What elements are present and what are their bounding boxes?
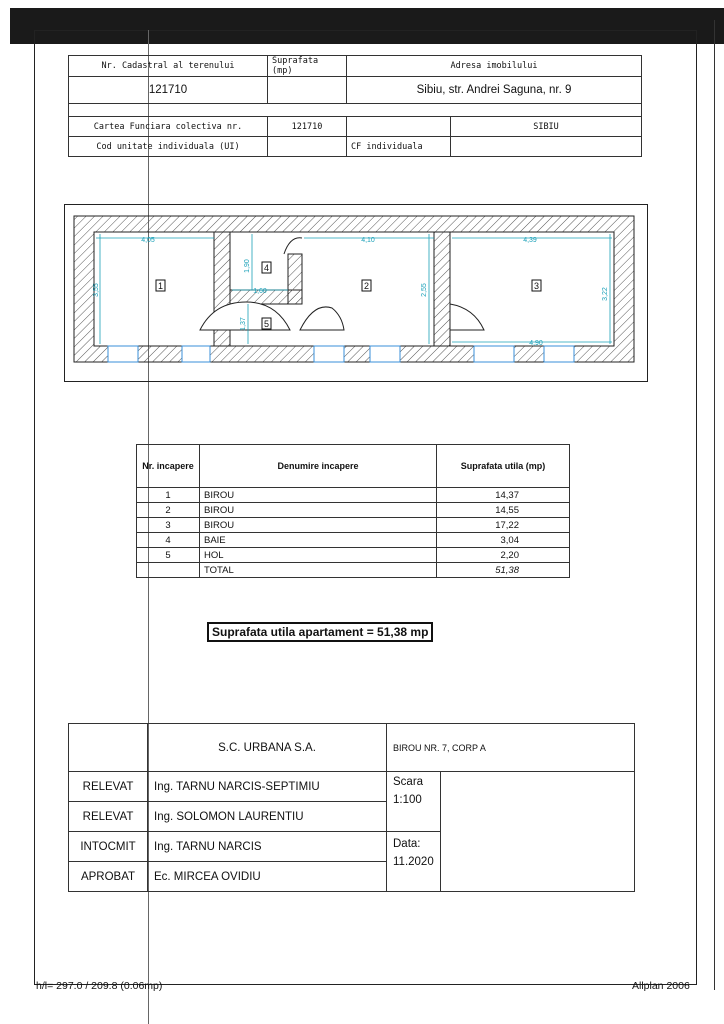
role-relevat-1: RELEVAT: [69, 772, 148, 802]
nr-cadastral-value: 121710: [69, 77, 268, 104]
nr-cadastral-label: Nr. Cadastral al terenului: [69, 56, 268, 77]
dim-3-22: 3,22: [602, 287, 609, 301]
room-number-4: 4: [263, 263, 270, 273]
floor-plan: [64, 204, 648, 382]
room-number-3: 3: [533, 281, 540, 291]
city-label: SIBIU: [451, 117, 642, 137]
room-number-1: 1: [157, 281, 164, 291]
dim-3-55: 3,55: [93, 283, 100, 297]
bath-wall-right: [288, 254, 302, 304]
title-block: [68, 723, 635, 892]
table-row: 4 BAIE 3,04: [137, 533, 570, 548]
name-intocmit: Ing. TARNU NARCIS: [148, 832, 387, 862]
scara-cell: [387, 772, 441, 832]
role-aprobat: APROBAT: [69, 862, 148, 892]
room-number-2: 2: [363, 281, 370, 291]
data-cell: [387, 832, 441, 892]
suprafata-label: Suprafata (mp): [268, 56, 347, 77]
dim-4-39: 4,39: [523, 237, 537, 244]
carte-funciara-label: Cartea Funciara colectiva nr.: [69, 117, 268, 137]
footer-sheet-size: h/l= 297.0 / 209.8 (0.06mp): [36, 980, 163, 992]
summary-box: Suprafata utila apartament = 51,38 mp: [207, 622, 433, 642]
name-relevat-1: Ing. TARNU NARCIS-SEPTIMIU: [148, 772, 387, 802]
scara-label: Scara: [393, 776, 424, 788]
role-intocmit: INTOCMIT: [69, 832, 148, 862]
adresa-label: Adresa imobilului: [347, 56, 642, 77]
role-relevat-2: RELEVAT: [69, 802, 148, 832]
col-name-header: Denumire incapere: [200, 445, 437, 488]
data-label: Data:: [393, 838, 421, 850]
header-table: [68, 55, 642, 157]
table-row: 3 BIROU 17,22: [137, 518, 570, 533]
data-value: 11.2020: [393, 856, 434, 868]
rooms-table: [136, 444, 570, 578]
total-value: 51,38: [437, 563, 570, 578]
table-row: 1 BIROU 14,37: [137, 488, 570, 503]
ui-label: Cod unitate individuala (UI): [69, 137, 268, 157]
right-edge-line: [714, 20, 715, 990]
room-number-5: 5: [263, 319, 270, 329]
name-relevat-2: Ing. SOLOMON LAURENTIU: [148, 802, 387, 832]
table-row: 5 HOL 2,20: [137, 548, 570, 563]
dim-4-90: 4,90: [529, 340, 543, 347]
dim-1-90: 1,90: [244, 259, 251, 273]
total-row: [137, 563, 570, 578]
dim-4-05: 4,05: [141, 237, 155, 244]
total-label: TOTAL: [200, 563, 437, 578]
company-name: S.C. URBANA S.A.: [148, 724, 387, 772]
dim-2-55: 2,55: [421, 283, 428, 297]
project-name: BIROU NR. 7, CORP A: [387, 724, 635, 772]
cf-label: CF individuala: [347, 137, 451, 157]
carte-funciara-value: 121710: [268, 117, 347, 137]
col-area-header: Suprafata utila (mp): [437, 445, 570, 488]
dim-1-60: 1,60: [253, 288, 267, 295]
adresa-value: Sibiu, str. Andrei Saguna, nr. 9: [347, 77, 642, 104]
dim-4-10: 4,10: [361, 237, 375, 244]
wall-2-3: [434, 232, 450, 346]
dim-1-37: 1,37: [240, 317, 247, 331]
scara-value: 1:100: [393, 794, 422, 806]
col-nr-header: Nr. incapere: [137, 445, 200, 488]
footer-software: Allplan 2006: [632, 980, 690, 992]
table-row: 2 BIROU 14,55: [137, 503, 570, 518]
name-aprobat: Ec. MIRCEA OVIDIU: [148, 862, 387, 892]
